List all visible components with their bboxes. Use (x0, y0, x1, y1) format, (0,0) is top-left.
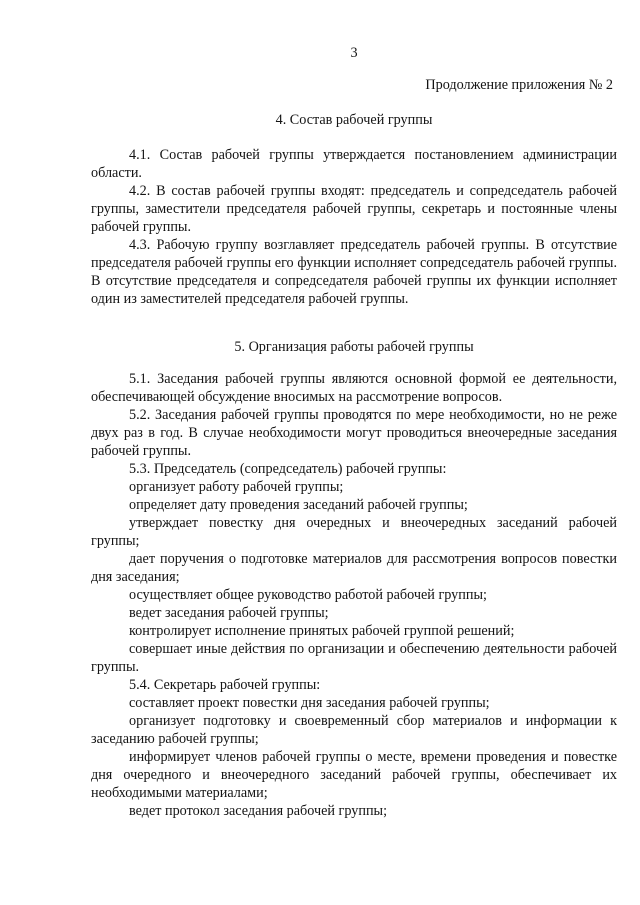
section-4-body (91, 146, 617, 308)
paragraph-5-3: 5.3. Председатель (сопредседатель) рабочей группы: (129, 461, 447, 477)
list-item: ведет протокол заседания рабочей группы; (129, 803, 388, 819)
list-item: организует подготовку и своевременный сбор материалов и информации к заседанию рабочей группы; (91, 713, 617, 747)
list-item: совершает иные действия по организации и обеспечению деятельности рабочей группы. (91, 641, 617, 675)
list-item: осуществляет общее руководство работой рабочей группы; (129, 587, 487, 603)
appendix-label: Продолжение приложения № 2 (425, 77, 613, 93)
list-item: ведет заседания рабочей группы; (129, 605, 329, 621)
paragraph-4-3: 4.3. Рабочую группу возглавляет председатель рабочей группы. В отсутствие председателя рабочей группы его функции исполняет сопредседатель рабочей группы. В отсутствие председателя и сопредседателя рабочей группы их функции исполняет один из заместителей председателя рабочей группы. (91, 237, 617, 307)
list-item: утверждает повестку дня очередных и внеочередных заседаний рабочей группы; (91, 515, 617, 549)
list-item: организует работу рабочей группы; (129, 479, 344, 495)
paragraph-5-4: 5.4. Секретарь рабочей группы: (129, 677, 321, 693)
section-5-body (91, 370, 617, 820)
paragraph-5-1: 5.1. Заседания рабочей группы являются основной формой ее деятельности, обеспечивающей обсуждение вносимых на рассмотрение вопросов. (91, 371, 617, 405)
list-item: определяет дату проведения заседаний рабочей группы; (129, 497, 468, 513)
paragraph-4-1: 4.1. Состав рабочей группы утверждается постановлением администрации области. (91, 147, 617, 181)
list-item: информирует членов рабочей группы о месте, времени проведения и повестке дня очередного и внеочередного заседаний рабочей группы, обеспечивает их необходимыми материалами; (91, 749, 617, 801)
page-number: 3 (350, 45, 358, 61)
list-item: дает поручения о подготовке материалов для рассмотрения вопросов повестки дня заседания; (91, 551, 617, 585)
section-5-heading: 5. Организация работы рабочей группы (234, 339, 474, 355)
section-4-heading: 4. Состав рабочей группы (275, 112, 433, 128)
paragraph-5-2: 5.2. Заседания рабочей группы проводятся по мере необходимости, но не реже двух раз в год. В случае необходимости могут проводиться внеочередные заседания рабочей группы. (91, 407, 617, 459)
list-item: составляет проект повестки дня заседания рабочей группы; (129, 695, 490, 711)
paragraph-4-2: 4.2. В состав рабочей группы входят: председатель и сопредседатель рабочей группы, заместители председателя рабочей группы, секретарь и постоянные члены рабочей группы. (91, 183, 617, 235)
list-item: контролирует исполнение принятых рабочей группой решений; (129, 623, 515, 639)
